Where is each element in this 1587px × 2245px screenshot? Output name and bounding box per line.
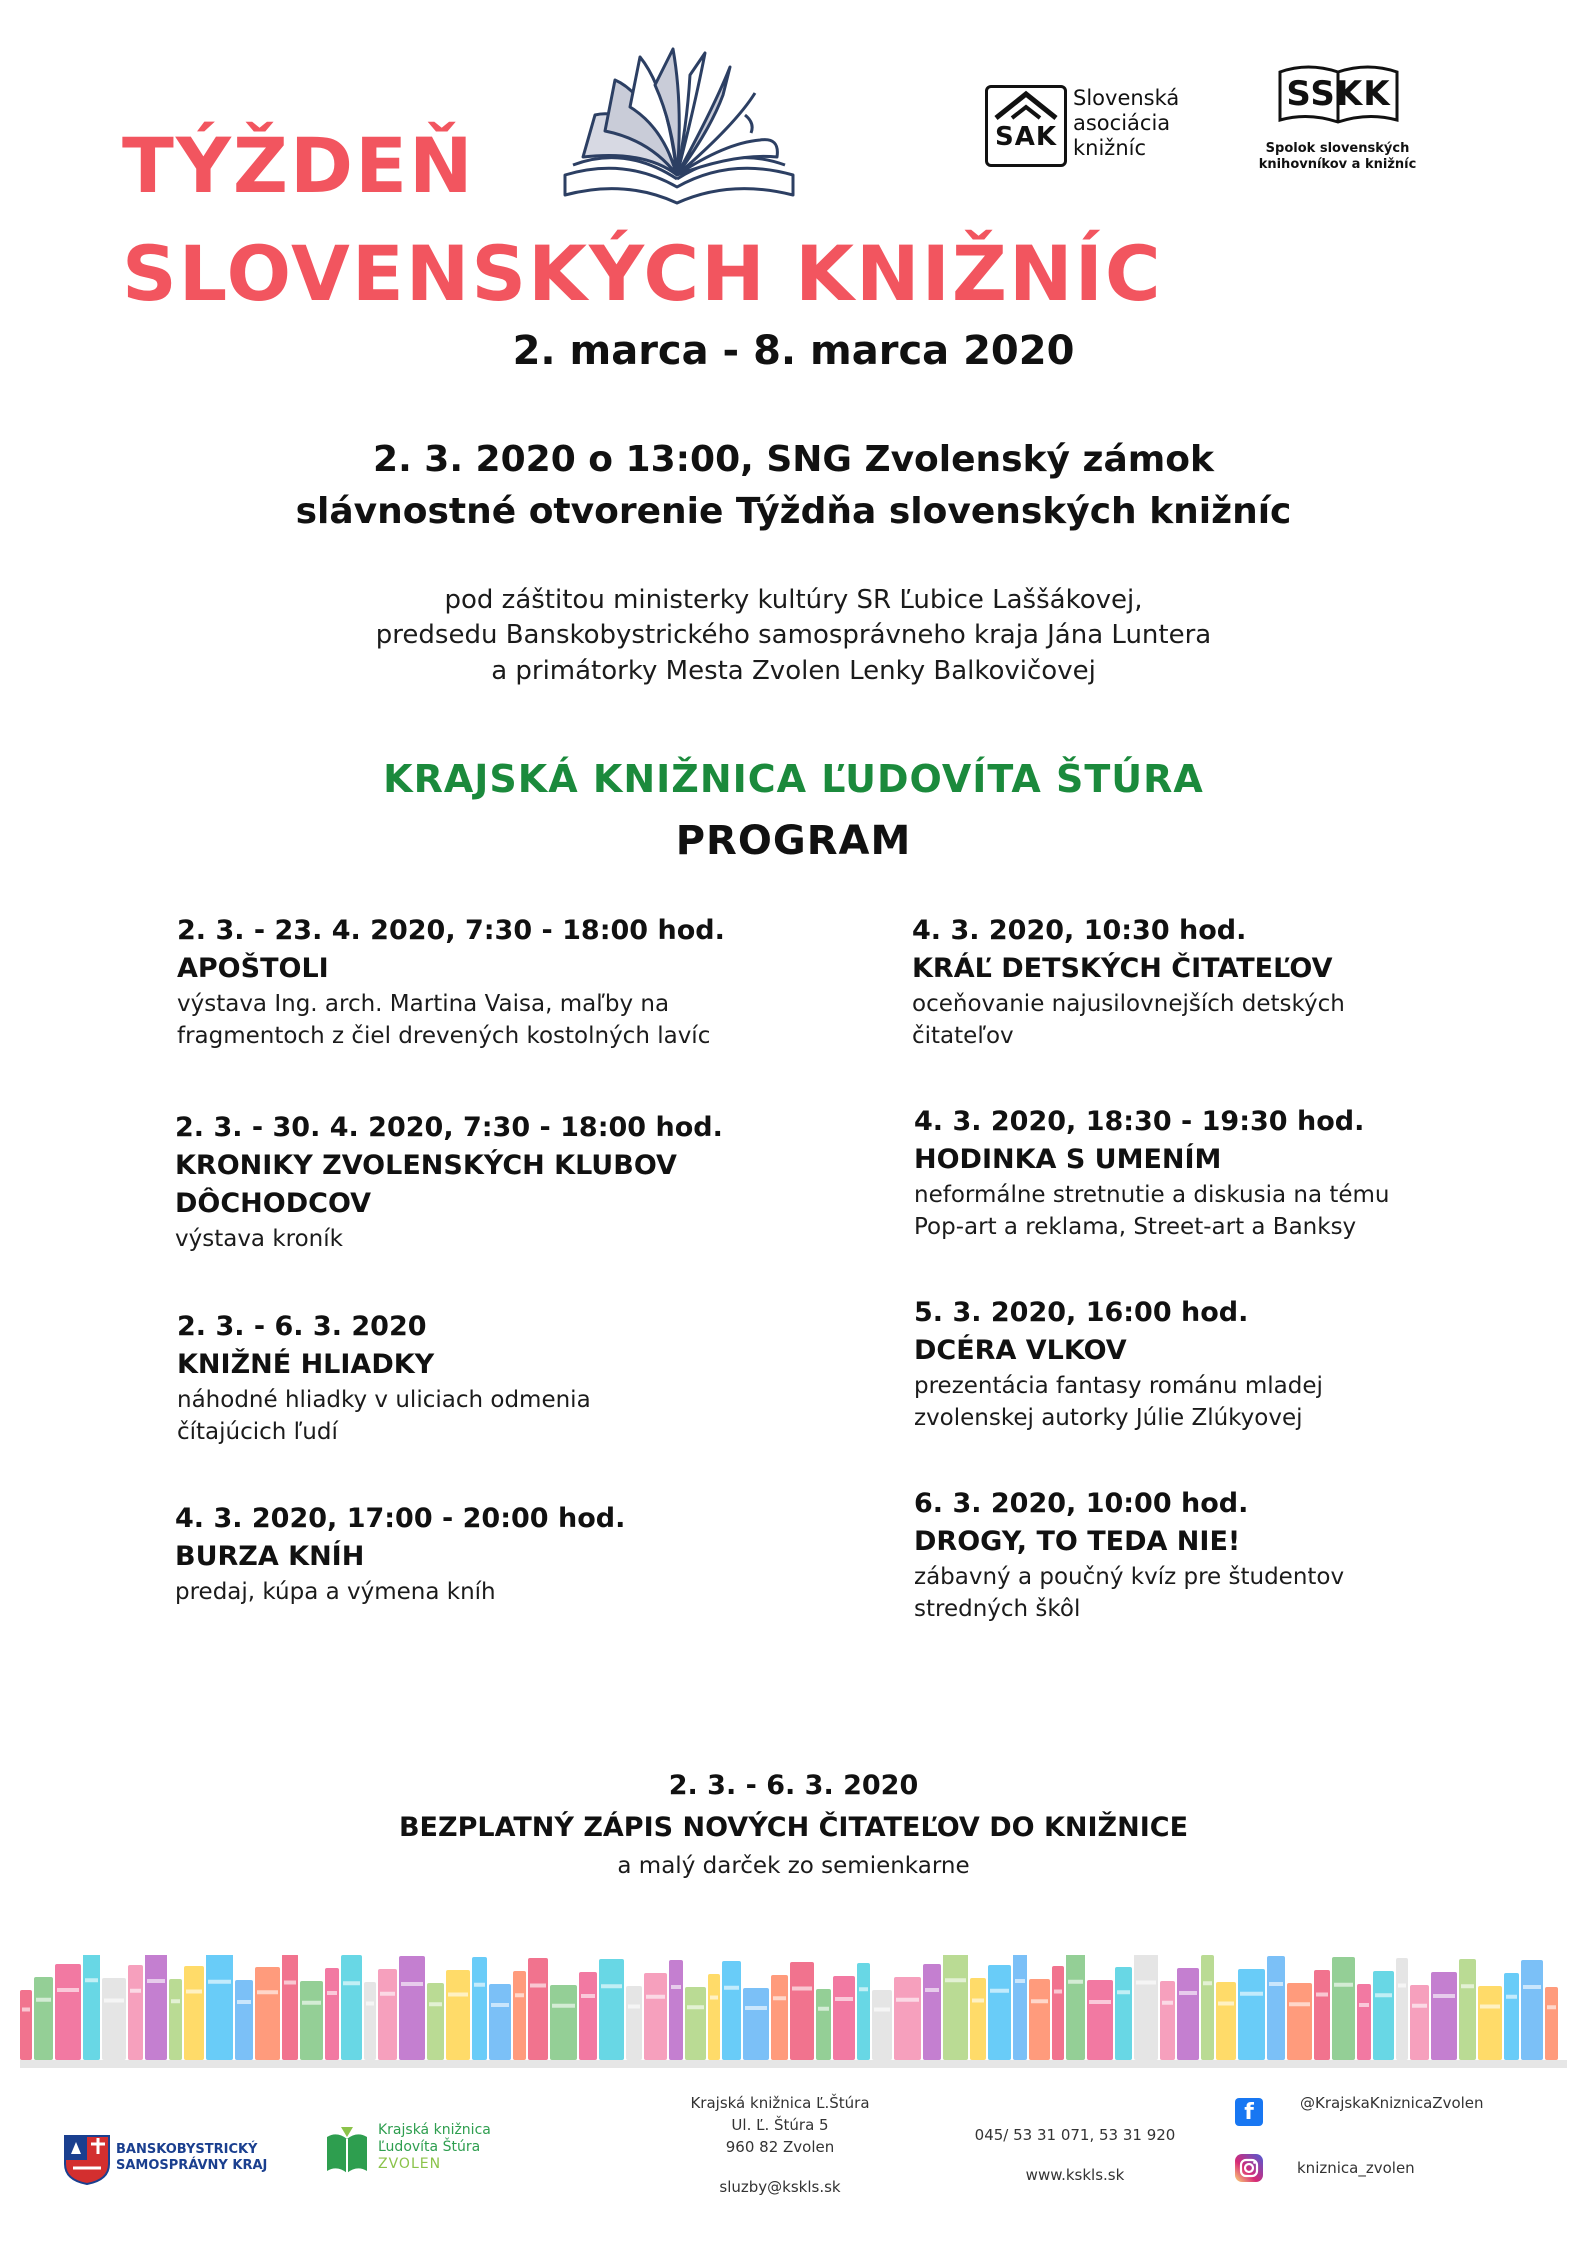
program-heading: PROGRAM xyxy=(675,818,912,864)
book-band xyxy=(646,1995,665,1999)
address xyxy=(640,2092,920,2158)
book-band xyxy=(745,2006,767,2010)
bbsk-logo-line: BANSKOBYSTRICKÝ xyxy=(116,2142,258,2157)
book-spine xyxy=(626,1986,642,2060)
event-title: APOŠTOLI xyxy=(177,953,329,984)
book-spine xyxy=(1115,1967,1132,2060)
patronage-line: pod záštitou ministerky kultúry SR Ľubice Laššákovej, xyxy=(444,585,1143,615)
book-band xyxy=(36,1998,51,2002)
book-spine xyxy=(55,1964,81,2060)
book-spine xyxy=(399,1956,425,2060)
event-desc: čitateľov xyxy=(912,1023,1014,1049)
book-band xyxy=(1433,1994,1455,1998)
book-spine xyxy=(722,1961,741,2060)
kkls-logo-line: Ľudovíta Štúra xyxy=(378,2139,481,2155)
book-spine xyxy=(923,1964,941,2060)
event-date: 6. 3. 2020, 10:00 hod. xyxy=(914,1488,1249,1519)
event-title: DROGY, TO TEDA NIE! xyxy=(914,1526,1241,1557)
bbsk-logo-text xyxy=(116,2142,267,2174)
event-drogy xyxy=(914,1485,1554,1625)
open-book-logo xyxy=(555,45,805,205)
book-spine xyxy=(550,1985,577,2060)
registration-subtitle: a malý darček zo semienkarne xyxy=(617,1853,970,1879)
book-spine xyxy=(528,1958,548,2060)
sak-logo-text-line: asociácia xyxy=(1073,111,1171,135)
book-spine xyxy=(184,1966,204,2060)
book-band xyxy=(859,1987,868,1991)
book-spine xyxy=(1521,1960,1543,2060)
event-desc: neformálne stretnutie a diskusia na tému xyxy=(914,1182,1390,1208)
event-title: BURZA KNÍH xyxy=(175,1541,365,1572)
opening-info xyxy=(0,434,1587,538)
book-spine xyxy=(970,1978,986,2060)
address-line: Krajská knižnica Ľ.Štúra xyxy=(690,2094,870,2112)
book-band xyxy=(1523,1985,1541,1989)
book-band xyxy=(22,2008,30,2012)
event-dates: 2. marca - 8. marca 2020 xyxy=(512,328,1075,374)
book-spine xyxy=(1052,1966,1064,2060)
book-band xyxy=(818,2007,829,2011)
book-spine xyxy=(1373,1971,1394,2060)
patronage-line: a primátorky Mesta Zvolen Lenky Balkovičovej xyxy=(491,655,1096,686)
book-band xyxy=(1015,1979,1025,1983)
event-desc: výstava Ing. arch. Martina Vaisa, maľby na xyxy=(177,991,670,1017)
patronage xyxy=(0,583,1587,689)
sak-logo xyxy=(985,85,1067,167)
library-book-icon xyxy=(325,2125,369,2175)
book-band xyxy=(1117,1990,1130,1994)
book-spine xyxy=(255,1967,280,2060)
book-band xyxy=(710,1996,718,2000)
book-band xyxy=(628,2005,640,2009)
book-band xyxy=(366,2002,374,2006)
book-spine xyxy=(1459,1959,1476,2060)
book-band xyxy=(1179,1991,1197,1995)
book-spine xyxy=(83,1955,100,2060)
event-dcera-vlkov xyxy=(914,1294,1554,1434)
event-date: 4. 3. 2020, 17:00 - 20:00 hod. xyxy=(175,1503,626,1534)
sskk-logo-mark: SSKK xyxy=(1286,74,1391,114)
event-knizne-hliadky xyxy=(177,1308,817,1448)
book-spine xyxy=(790,1962,814,2060)
book-spine xyxy=(169,1979,182,2060)
sak-logo-mark: SAK xyxy=(995,122,1057,152)
book-spine xyxy=(235,1980,253,2060)
book-spine xyxy=(145,1955,167,2060)
event-desc: fragmentoch z čiel drevených kostolných lavíc xyxy=(177,1023,711,1049)
book-spine xyxy=(1160,1981,1175,2060)
instagram-icon[interactable] xyxy=(1235,2154,1263,2182)
book-band xyxy=(1031,1999,1048,2003)
book-spine xyxy=(20,1990,32,2060)
book-spine xyxy=(1332,1957,1355,2060)
book-spine xyxy=(364,1982,376,2060)
shelf xyxy=(20,2060,1567,2068)
book-band xyxy=(773,1996,786,2000)
event-desc: Pop-art a reklama, Street-art a Banksy xyxy=(914,1214,1357,1240)
book-spine xyxy=(1087,1980,1113,2060)
coat-of-arms-icon xyxy=(63,2134,111,2186)
sskk-logo-text-line: Spolok slovenských xyxy=(1265,141,1410,156)
event-desc: zábavný a poučný kvíz pre študentov xyxy=(914,1564,1345,1590)
book-spine xyxy=(872,1990,892,2060)
book-band xyxy=(343,1981,360,1985)
book-band xyxy=(671,1985,681,1989)
event-kroniky xyxy=(175,1109,735,1255)
book-band xyxy=(1412,2004,1427,2008)
book-spine xyxy=(427,1983,444,2060)
event-date: 4. 3. 2020, 18:30 - 19:30 hod. xyxy=(914,1106,1365,1137)
book-spine xyxy=(325,1968,339,2060)
sak-logo-text-line: Slovenská xyxy=(1073,86,1180,110)
book-spine xyxy=(644,1973,667,2060)
book-band xyxy=(1089,2000,1111,2004)
book-spine xyxy=(1431,1972,1457,2060)
event-desc: stredných škôl xyxy=(914,1596,1081,1622)
book-spine xyxy=(1029,1979,1050,2060)
book-band xyxy=(208,1980,231,1984)
book-spine xyxy=(816,1989,831,2060)
patronage-line: predsedu Banskobystrického samosprávneho kraja Jána Luntera xyxy=(375,620,1212,651)
book-band xyxy=(581,1994,595,1998)
book-band xyxy=(601,1984,622,1988)
book-spine xyxy=(1410,1985,1429,2060)
book-band xyxy=(1334,1983,1353,1987)
event-date: 5. 3. 2020, 16:00 hod. xyxy=(914,1297,1249,1328)
book-band xyxy=(1240,1992,1263,1996)
book-spine xyxy=(771,1975,788,2060)
book-band xyxy=(1375,1993,1392,1997)
book-spine xyxy=(341,1955,362,2060)
books-decoration xyxy=(20,1955,1567,2075)
book-band xyxy=(186,1990,202,1994)
book-band xyxy=(792,1987,812,1991)
registration-title: BEZPLATNÝ ZÁPIS NOVÝCH ČITATEĽOV DO KNIŽNICE xyxy=(398,1812,1189,1843)
book-band xyxy=(1547,2005,1556,2009)
event-desc: predaj, kúpa a výmena kníh xyxy=(175,1579,496,1605)
book-spine xyxy=(206,1955,233,2060)
book-band xyxy=(990,1989,1009,1993)
kkls-logo-text xyxy=(378,2122,491,2173)
book-spine xyxy=(1545,1987,1558,2060)
book-band xyxy=(1162,2001,1173,2005)
kkls-logo-line: Krajská knižnica xyxy=(378,2122,491,2138)
book-spine xyxy=(1314,1970,1330,2060)
book-spine xyxy=(282,1955,298,2060)
sskk-logo xyxy=(1276,62,1401,128)
sskk-logo-text-line: knihovníkov a knižníc xyxy=(1258,157,1417,172)
book-spine xyxy=(102,1978,126,2060)
title-line-1: TÝŽDEŇ xyxy=(122,121,475,210)
event-apostoli xyxy=(177,912,817,1052)
opening-line: 2. 3. 2020 o 13:00, SNG Zvolenský zámok xyxy=(373,439,1214,480)
book-spine xyxy=(1201,1955,1214,2060)
event-title: KRONIKY ZVOLENSKÝCH KLUBOV DÔCHODCOV xyxy=(175,1150,677,1219)
book-spine xyxy=(857,1963,870,2060)
book-band xyxy=(1218,2002,1234,2006)
event-date: 2. 3. - 6. 3. 2020 xyxy=(177,1311,427,1342)
opening-line: slávnostné otvorenie Týždňa slovenských knižníc xyxy=(295,491,1292,533)
sak-logo-text-line: knižníc xyxy=(1073,136,1147,160)
event-desc: prezentácia fantasy románu mladej xyxy=(914,1373,1323,1399)
book-band xyxy=(85,1978,98,1982)
book-band xyxy=(284,1981,296,1985)
book-band xyxy=(1461,1984,1474,1988)
book-band xyxy=(171,1999,180,2003)
book-spine xyxy=(1066,1955,1085,2060)
book-band xyxy=(972,1999,984,2003)
book-band xyxy=(1054,1990,1062,1994)
book-band xyxy=(945,1978,966,1982)
book-band xyxy=(130,1989,141,1993)
book-spine xyxy=(833,1976,855,2060)
event-date: 2. 3. - 23. 4. 2020, 7:30 - 18:00 hod. xyxy=(177,915,725,946)
instagram-handle[interactable]: kniznica_zvolen xyxy=(1297,2159,1415,2177)
book-spine xyxy=(1134,1955,1158,2060)
book-band xyxy=(380,1992,395,1996)
roof-icon xyxy=(988,88,1064,122)
book-spine xyxy=(599,1959,624,2060)
book-band xyxy=(57,1988,79,1992)
book-spine xyxy=(943,1955,968,2060)
event-desc: oceňovanie najusilovnejších detských xyxy=(912,991,1345,1017)
sskk-logo-text xyxy=(1230,141,1445,173)
book-band xyxy=(1506,1995,1517,1999)
event-title: KRÁĽ DETSKÝCH ČITATEĽOV xyxy=(912,953,1333,984)
book-spine xyxy=(300,1981,323,2060)
event-burza-knih xyxy=(175,1500,815,1608)
book-band xyxy=(302,2001,321,2005)
event-kral-citatelov xyxy=(912,912,1552,1052)
book-band xyxy=(257,1990,278,1994)
book-spine xyxy=(378,1969,397,2060)
facebook-icon[interactable]: f xyxy=(1235,2098,1263,2126)
event-title: HODINKA S UMENÍM xyxy=(914,1144,1222,1175)
book-band xyxy=(724,1986,739,1990)
title-line-2: SLOVENSKÝCH KNIŽNÍC xyxy=(122,229,1163,318)
book-band xyxy=(401,1982,423,1986)
event-desc: zvolenskej autorky Júlie Zlúkyovej xyxy=(914,1405,1303,1431)
book-band xyxy=(1480,2005,1500,2009)
facebook-handle[interactable]: @KrajskaKniznicaZvolen xyxy=(1300,2094,1484,2112)
event-date: 2. 3. - 30. 4. 2020, 7:30 - 18:00 hod. xyxy=(175,1112,723,1143)
book-spine xyxy=(1287,1983,1312,2060)
book-band xyxy=(835,1997,853,2001)
book-band xyxy=(1203,1981,1212,1985)
book-spine xyxy=(1238,1969,1265,2060)
address-line: Ul. Ľ. Štúra 5 xyxy=(731,2116,829,2134)
book-band xyxy=(530,1984,546,1988)
address-line: 960 82 Zvolen xyxy=(725,2138,835,2156)
book-band xyxy=(1068,1980,1083,1984)
book-spine xyxy=(1267,1956,1285,2060)
book-band xyxy=(687,2005,704,2009)
book-band xyxy=(429,2002,442,2006)
book-spine xyxy=(894,1977,921,2060)
book-spine xyxy=(1216,1982,1236,2060)
book-spine xyxy=(708,1974,720,2060)
book-spine xyxy=(446,1970,470,2060)
book-band xyxy=(1136,1981,1156,1985)
event-date: 4. 3. 2020, 10:30 hod. xyxy=(912,915,1247,946)
book-spine xyxy=(489,1984,511,2060)
book-spine xyxy=(472,1957,487,2060)
book-band xyxy=(104,1999,124,2003)
book-spine xyxy=(988,1965,1011,2060)
book-band xyxy=(1269,1982,1283,1986)
book-spine xyxy=(579,1972,597,2060)
library-name: KRAJSKÁ KNIŽNICA ĽUDOVÍTA ŠTÚRA xyxy=(383,757,1204,801)
event-hodinka-s-umenim xyxy=(914,1103,1554,1243)
book-band xyxy=(1316,1993,1328,1997)
event-title: DCÉRA VLKOV xyxy=(914,1335,1127,1366)
book-spine xyxy=(1396,1958,1408,2060)
book-band xyxy=(1398,1984,1406,1988)
book-band xyxy=(491,2003,509,2007)
book-spine xyxy=(1504,1973,1519,2060)
book-band xyxy=(515,1993,524,1997)
book-spine xyxy=(1478,1986,1502,2060)
book-band xyxy=(448,1993,468,1997)
event-desc: náhodné hliadky v uliciach odmenia xyxy=(177,1387,591,1413)
event-desc: čítajúcich ľudí xyxy=(177,1419,338,1445)
event-desc: výstava kroník xyxy=(175,1226,343,1252)
email-link[interactable]: sluzby@kskls.sk xyxy=(719,2178,841,2196)
sak-logo-text xyxy=(1073,86,1179,161)
registration-date: 2. 3. - 6. 3. 2020 xyxy=(668,1770,919,1801)
book-band xyxy=(474,1983,485,1987)
book-band xyxy=(1289,2002,1310,2006)
book-spine xyxy=(1013,1955,1027,2060)
book-spine xyxy=(1177,1968,1199,2060)
book-band xyxy=(327,1991,337,1995)
book-spine xyxy=(513,1971,526,2060)
book-band xyxy=(237,2000,251,2004)
phone: 045/ 53 31 071, 53 31 920 xyxy=(974,2126,1176,2144)
book-band xyxy=(896,1998,919,2002)
book-spine xyxy=(1357,1984,1371,2060)
book-spine xyxy=(128,1965,143,2060)
web-link[interactable]: www.kskls.sk xyxy=(1025,2166,1125,2184)
book-spine xyxy=(34,1977,53,2060)
book-spine xyxy=(743,1988,769,2060)
book-spine xyxy=(669,1960,683,2060)
book-band xyxy=(1359,2003,1369,2007)
bbsk-logo-line: SAMOSPRÁVNY KRAJ xyxy=(116,2158,268,2173)
event-title: KNIŽNÉ HLIADKY xyxy=(177,1349,435,1380)
book-band xyxy=(874,2008,890,2012)
book-spine xyxy=(685,1987,706,2060)
kkls-logo-line: ZVOLEN xyxy=(378,2156,442,2172)
book-band xyxy=(552,2004,575,2008)
book-band xyxy=(147,1979,165,1983)
book-band xyxy=(925,1988,939,1992)
